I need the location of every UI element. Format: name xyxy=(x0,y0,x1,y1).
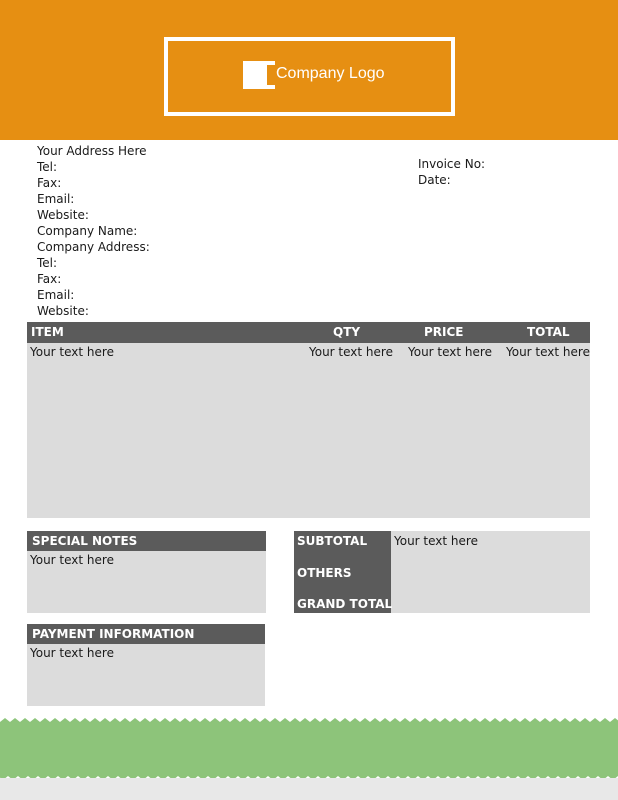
header-banner xyxy=(0,0,618,140)
payment-info-panel xyxy=(27,624,265,706)
recipient-company-name: Company Name: xyxy=(37,224,138,238)
subtotal-label: SUBTOTAL xyxy=(297,534,368,548)
recipient-tel: Tel: xyxy=(37,256,58,270)
recipient-email: Email: xyxy=(37,288,75,302)
payment-info-title: PAYMENT INFORMATION xyxy=(32,627,195,641)
sender-address: Your Address Here xyxy=(37,144,147,158)
payment-info-body[interactable]: Your text here xyxy=(30,646,114,660)
recipient-company-address: Company Address: xyxy=(37,240,150,254)
cell-total[interactable]: Your text here xyxy=(506,345,590,359)
sender-fax: Fax: xyxy=(37,176,62,190)
sender-tel: Tel: xyxy=(37,160,58,174)
header-item: ITEM xyxy=(31,325,64,339)
totals-value[interactable]: Your text here xyxy=(394,534,478,548)
invoice-meta xyxy=(418,156,485,188)
address-block xyxy=(37,143,150,319)
cell-item[interactable]: Your text here xyxy=(30,345,114,359)
header-total: TOTAL xyxy=(527,325,570,339)
others-label: OTHERS xyxy=(297,566,352,580)
recipient-fax: Fax: xyxy=(37,272,62,286)
invoice-number-label: Invoice No: xyxy=(418,157,486,171)
payment-info-header xyxy=(27,624,265,644)
footer-strip xyxy=(0,778,618,800)
cell-price[interactable]: Your text here xyxy=(408,345,492,359)
header-price: PRICE xyxy=(424,325,464,339)
items-table xyxy=(27,322,590,518)
cell-qty[interactable]: Your text here xyxy=(309,345,393,359)
sender-email: Email: xyxy=(37,192,75,206)
totals-labels xyxy=(294,531,391,613)
items-table-header xyxy=(27,322,590,343)
sender-website: Website: xyxy=(37,208,89,222)
special-notes-panel xyxy=(27,531,266,613)
logo-frame xyxy=(164,37,455,116)
special-notes-body[interactable]: Your text here xyxy=(30,553,114,567)
header-qty: QTY xyxy=(333,325,361,339)
logo-text: Company Logo xyxy=(276,65,385,82)
recipient-website: Website: xyxy=(37,304,89,318)
special-notes-header xyxy=(27,531,266,551)
invoice-date-label: Date: xyxy=(418,173,451,187)
totals-panel xyxy=(294,531,590,613)
footer-wave-band xyxy=(0,718,618,780)
logo-icon xyxy=(243,61,275,89)
special-notes-title: SPECIAL NOTES xyxy=(32,534,138,548)
grand-total-label: GRAND TOTAL xyxy=(297,597,393,611)
